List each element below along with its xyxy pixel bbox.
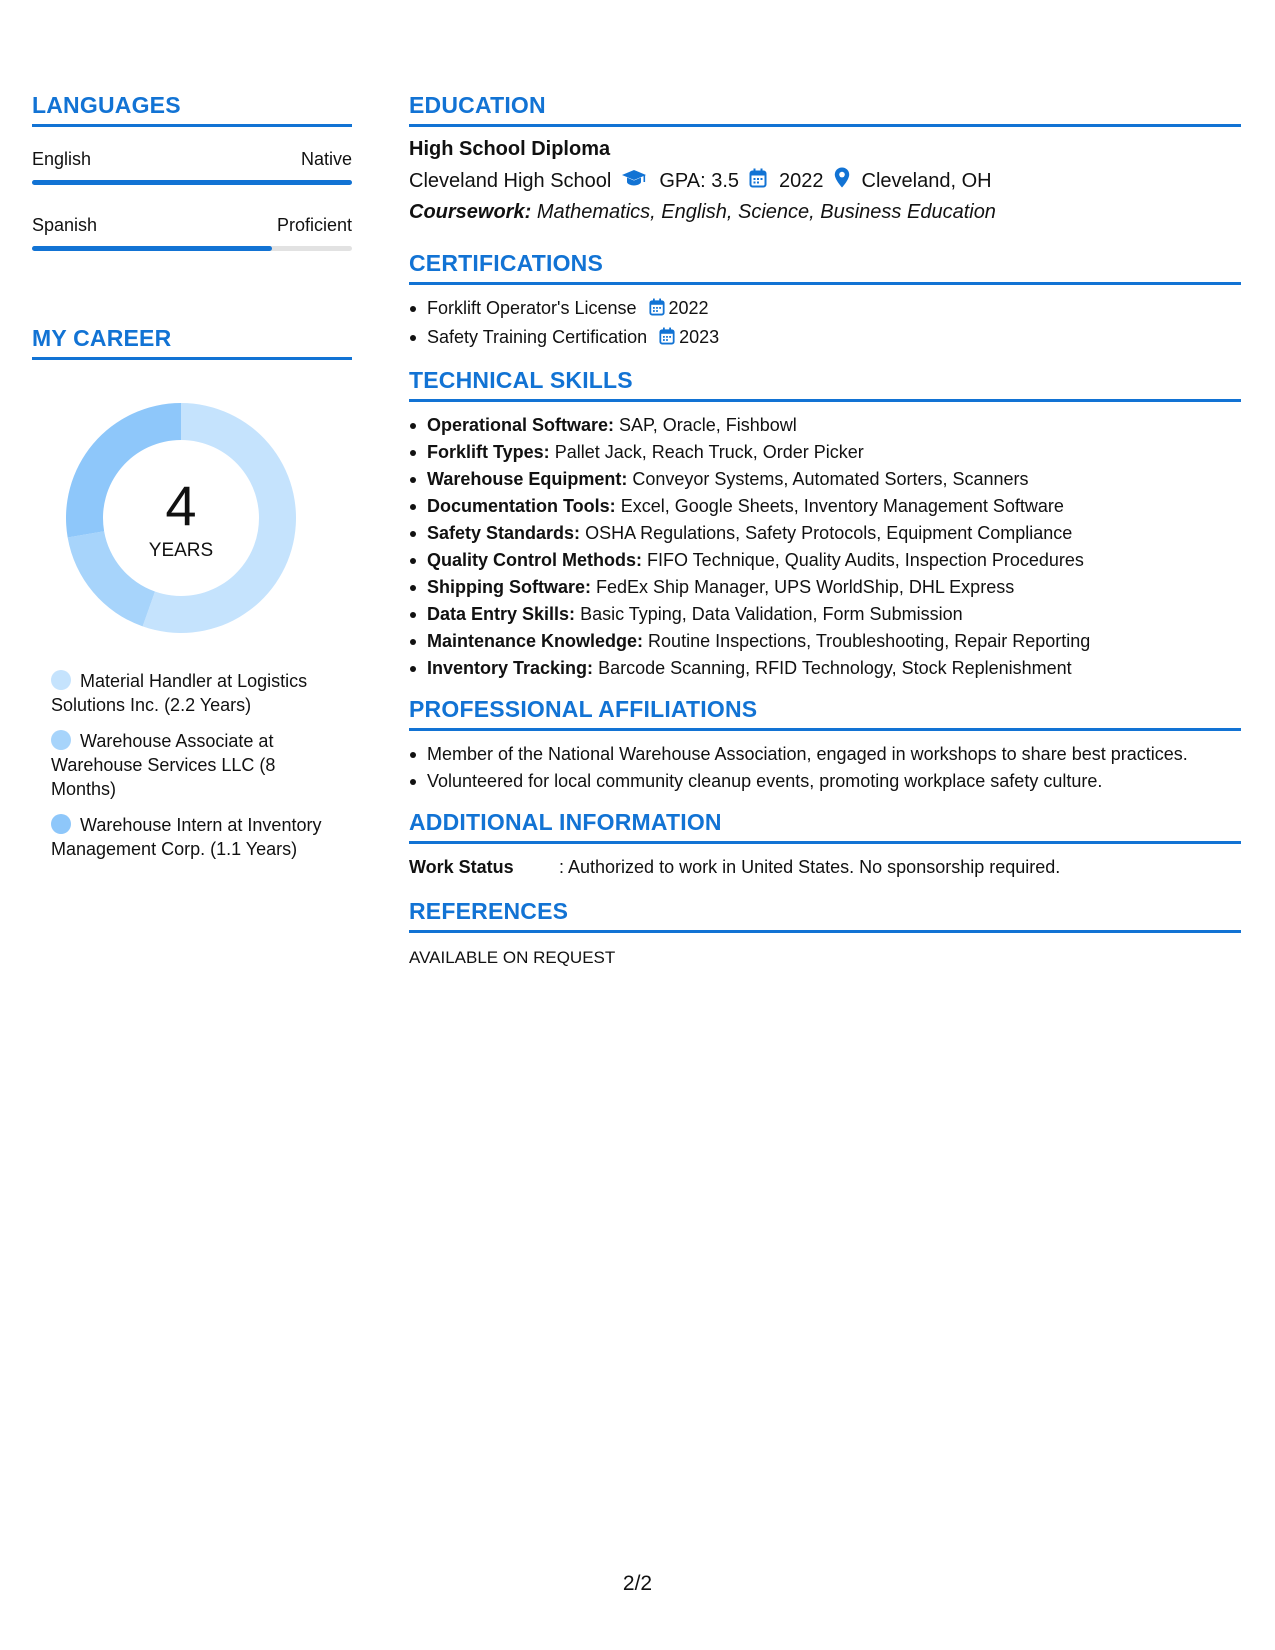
- list-item: [409, 493, 1241, 520]
- left-column: [32, 92, 352, 873]
- graduation-cap-icon: [621, 169, 647, 193]
- legend-label: Warehouse Associate at Warehouse Services LLC (8 Months): [51, 731, 276, 799]
- list-item: [409, 574, 1241, 601]
- certification-name: Safety Training Certification: [427, 327, 648, 347]
- skill-label: Operational Software:: [427, 415, 615, 435]
- languages-title: LANGUAGES: [32, 92, 352, 127]
- certifications-section: [409, 250, 1241, 353]
- language-level: Proficient: [276, 215, 352, 235]
- skill-label: Quality Control Methods:: [427, 550, 642, 570]
- legend-dot: [51, 730, 71, 750]
- coursework-label: Coursework:: [409, 201, 532, 223]
- skill-label: Warehouse Equipment:: [427, 469, 628, 489]
- legend-item: [51, 729, 332, 801]
- references-title: REFERENCES: [409, 898, 1241, 933]
- skill-value: Basic Typing, Data Validation, Form Submission: [580, 604, 963, 624]
- skill-value: FedEx Ship Manager, UPS WorldShip, DHL Express: [596, 577, 1015, 597]
- skill-value: Conveyor Systems, Automated Sorters, Scanners: [632, 469, 1029, 489]
- list-item: [409, 324, 1241, 353]
- education-school: Cleveland High School: [409, 169, 612, 192]
- legend-label: Material Handler at Logistics Solutions Inc. (2.2 Years): [51, 671, 308, 715]
- list-item: Volunteered for local community cleanup events, promoting workplace safety culture.: [409, 768, 1241, 795]
- legend-dot: [51, 814, 71, 834]
- calendar-icon: [659, 326, 675, 353]
- language-bar-fill: [32, 180, 352, 185]
- skill-value: OSHA Regulations, Safety Protocols, Equipment Compliance: [585, 523, 1073, 543]
- education-gpa: GPA: 3.5: [659, 169, 740, 192]
- education-details: [409, 167, 1241, 194]
- education-coursework: [409, 200, 1241, 224]
- affiliations-title: PROFESSIONAL AFFILIATIONS: [409, 696, 1241, 731]
- education-title: EDUCATION: [409, 92, 1241, 127]
- references-text: AVAILABLE ON REQUEST: [409, 948, 616, 967]
- affiliations-list: [409, 741, 1241, 795]
- technical-skills-title: TECHNICAL SKILLS: [409, 367, 1241, 402]
- location-pin-icon: [834, 167, 850, 194]
- skill-label: Maintenance Knowledge:: [427, 631, 644, 651]
- legend-dot: [51, 670, 71, 690]
- skill-value: FIFO Technique, Quality Audits, Inspection Procedures: [647, 550, 1084, 570]
- certifications-title: CERTIFICATIONS: [409, 250, 1241, 285]
- list-item: [409, 547, 1241, 574]
- right-column: [409, 92, 1241, 969]
- education-degree: High School Diploma: [409, 138, 611, 160]
- list-item: [409, 601, 1241, 628]
- work-status-value: : Authorized to work in United States. No sponsorship required.: [559, 857, 1061, 877]
- calendar-icon: [649, 297, 665, 324]
- list-item: [409, 466, 1241, 493]
- language-level: Native: [300, 149, 352, 169]
- list-item: [409, 655, 1241, 682]
- skill-value: Pallet Jack, Reach Truck, Order Picker: [554, 442, 864, 462]
- skill-value: Excel, Google Sheets, Inventory Management Software: [620, 496, 1064, 516]
- skill-label: Forklift Types:: [427, 442, 550, 462]
- certification-name: Forklift Operator's License: [427, 298, 637, 318]
- work-status-row: [409, 856, 1241, 878]
- certifications-list: [409, 295, 1241, 353]
- work-status-label: Work Status: [409, 857, 514, 877]
- skill-label: Shipping Software:: [427, 577, 591, 597]
- skill-label: Data Entry Skills:: [427, 604, 576, 624]
- career-title: MY CAREER: [32, 325, 352, 360]
- list-item: [409, 412, 1241, 439]
- skill-label: Safety Standards:: [427, 523, 581, 543]
- list-item: Member of the National Warehouse Association, engaged in workshops to share best practices.: [409, 741, 1241, 768]
- page-number: 2/2: [622, 1572, 653, 1595]
- legend-item: [51, 669, 332, 717]
- language-item: [32, 215, 352, 251]
- coursework-value: Mathematics, English, Science, Business Education: [536, 201, 996, 223]
- additional-info-title: ADDITIONAL INFORMATION: [409, 809, 1241, 844]
- career-legend: [32, 669, 332, 861]
- list-item: [409, 520, 1241, 547]
- skill-label: Documentation Tools:: [427, 496, 616, 516]
- legend-item: [51, 813, 332, 861]
- education-section: [409, 92, 1241, 224]
- list-item: [409, 628, 1241, 655]
- donut-center: [66, 403, 296, 633]
- language-bar: [32, 246, 352, 251]
- language-name: English: [32, 149, 92, 169]
- career-total-years: 4: [165, 474, 197, 537]
- language-bar-fill: [32, 246, 272, 251]
- legend-label: Warehouse Intern at Inventory Management Corp. (1.1 Years): [51, 815, 322, 859]
- certification-year: 2023: [679, 327, 720, 347]
- certification-year: 2022: [668, 298, 709, 318]
- skill-label: Inventory Tracking:: [427, 658, 594, 678]
- technical-skills-section: [409, 367, 1241, 682]
- skill-value: Barcode Scanning, RFID Technology, Stock Replenishment: [598, 658, 1072, 678]
- education-year: 2022: [779, 169, 824, 192]
- list-item: [409, 439, 1241, 466]
- language-name: Spanish: [32, 215, 98, 235]
- career-donut-chart: [66, 403, 296, 633]
- skill-value: Routine Inspections, Troubleshooting, Repair Reporting: [648, 631, 1091, 651]
- technical-skills-list: [409, 412, 1241, 682]
- affiliations-section: [409, 696, 1241, 795]
- career-total-unit: YEARS: [148, 540, 214, 561]
- additional-info-section: [409, 809, 1241, 878]
- list-item: [409, 295, 1241, 324]
- calendar-icon: [749, 168, 767, 194]
- language-bar: [32, 180, 352, 185]
- education-location: Cleveland, OH: [861, 169, 992, 192]
- skill-value: SAP, Oracle, Fishbowl: [619, 415, 797, 435]
- language-item: [32, 149, 352, 185]
- references-section: [409, 898, 1241, 969]
